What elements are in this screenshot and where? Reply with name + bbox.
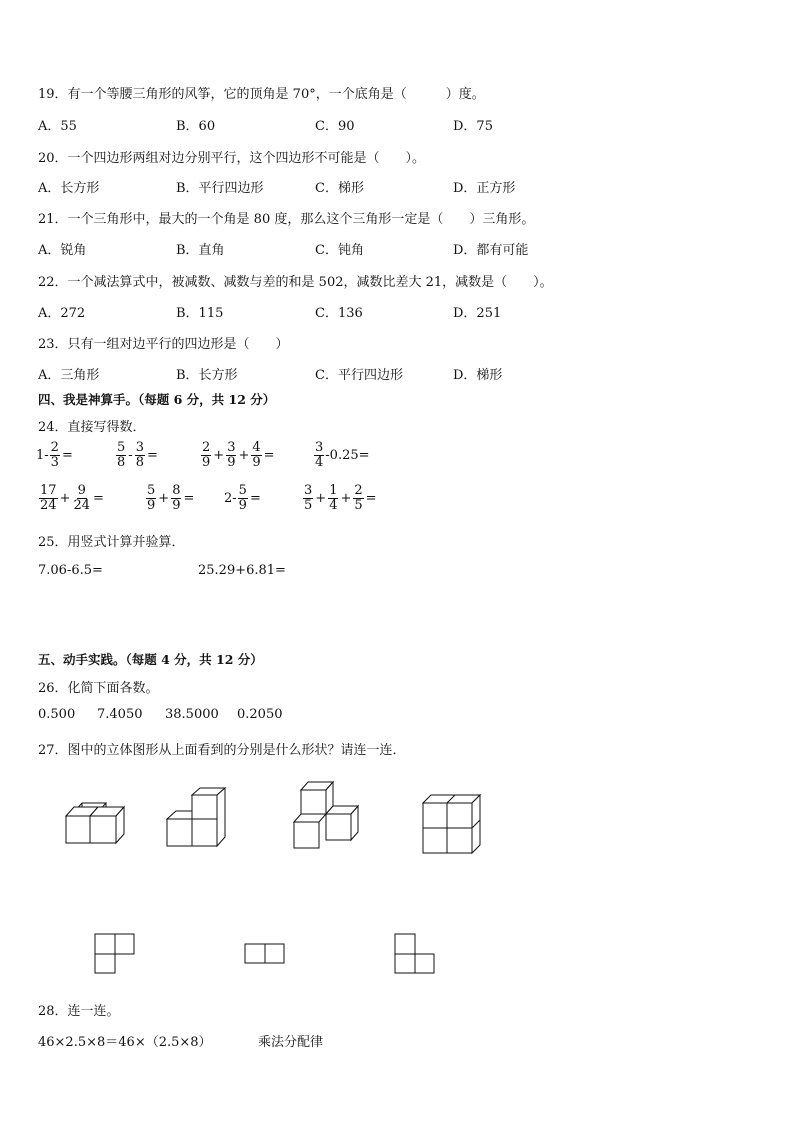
q22-option-d[interactable]: D．251 xyxy=(453,306,502,321)
q25-left-expr: 7.06-6.5= xyxy=(38,563,103,578)
q20-option-d[interactable]: D．正方形 xyxy=(453,181,516,196)
fraction: $\frac{3}{8}$ xyxy=(135,440,144,470)
q21-option-c[interactable]: C．钝角 xyxy=(315,243,364,258)
q26-number-4: 0.2050 xyxy=(237,707,283,722)
question-19: 19．有一个等腰三角形的风筝，它的顶角是 70°，一个底角是（ ）度。 xyxy=(38,87,485,102)
q23-option-a[interactable]: A．三角形 xyxy=(38,368,100,383)
q22-option-c[interactable]: C．136 xyxy=(315,306,363,321)
operator: + xyxy=(158,490,170,506)
q22-option-a[interactable]: A．272 xyxy=(38,306,86,321)
solid-figure-1[interactable] xyxy=(66,803,124,843)
fraction: $\frac{2}{9}$ xyxy=(202,440,211,470)
equals-sign: = xyxy=(146,447,158,463)
fraction: $\frac{9}{24}$ xyxy=(73,483,90,513)
q20-option-b[interactable]: B．平行四边形 xyxy=(176,181,264,196)
fraction: $\frac{2}{5}$ xyxy=(354,483,363,513)
fraction: $\frac{3}{9}$ xyxy=(227,440,236,470)
equals-sign: = xyxy=(365,490,377,506)
fraction: $\frac{5}{9}$ xyxy=(238,483,247,513)
question-21: 21．一个三角形中，最大的一个角是 80 度，那么这个三角形一定是（ ）三角形。 xyxy=(38,212,535,227)
question-22: 22．一个减法算式中，被减数、减数与差的和是 502，减数比差大 21，减数是（ ）。 xyxy=(38,275,553,290)
q19-option-a[interactable]: A．55 xyxy=(38,119,77,134)
operator: + xyxy=(59,490,71,506)
question-20: 20．一个四边形两组对边分别平行，这个四边形不可能是（ ）。 xyxy=(38,151,426,166)
equals-sign: = xyxy=(263,447,275,463)
operator: - xyxy=(128,447,133,463)
fraction: $\frac{8}{9}$ xyxy=(172,483,181,513)
q23-option-c[interactable]: C．平行四边形 xyxy=(315,368,403,383)
section-4-heading: 四、我是神算手。（每题 6 分，共 12 分） xyxy=(38,392,276,407)
question-23: 23．只有一组对边平行的四边形是（ ） xyxy=(38,337,289,352)
question-24: 24．直接写得数． xyxy=(38,420,146,435)
expr-text: 1- xyxy=(36,447,49,463)
q21-option-d[interactable]: D．都有可能 xyxy=(453,243,529,258)
top-view-1[interactable] xyxy=(95,934,134,973)
fraction: $\frac{3}{5}$ xyxy=(304,483,313,513)
fraction: $\frac{4}{9}$ xyxy=(252,440,261,470)
solid-figure-2[interactable] xyxy=(167,788,225,846)
operator: + xyxy=(315,490,327,506)
top-view-2[interactable] xyxy=(245,944,284,963)
fraction: $\frac{1}{4}$ xyxy=(329,483,338,513)
equals-sign: = xyxy=(249,490,261,506)
fraction: $\frac{2}{3}$ xyxy=(50,440,59,470)
q26-number-2: 7.4050 xyxy=(97,707,143,722)
fraction: $\frac{5}{9}$ xyxy=(147,483,156,513)
q22-option-b[interactable]: B．115 xyxy=(176,306,224,321)
expr-text: 2- xyxy=(224,490,237,506)
q23-option-d[interactable]: D．梯形 xyxy=(453,368,503,383)
q26-number-3: 38.5000 xyxy=(165,707,219,722)
question-27: 27．图中的立体图形从上面看到的分别是什么形状？请连一连． xyxy=(38,743,406,758)
equals-sign: = xyxy=(61,447,73,463)
q21-option-b[interactable]: B．直角 xyxy=(176,243,225,258)
q28-right-label[interactable]: 乘法分配律 xyxy=(258,1035,324,1050)
q20-option-a[interactable]: A．长方形 xyxy=(38,181,100,196)
equals-sign: = xyxy=(93,490,104,506)
q26-number-1: 0.500 xyxy=(38,707,76,722)
q19-option-b[interactable]: B．60 xyxy=(176,119,216,134)
question-25: 25．用竖式计算并验算． xyxy=(38,535,185,550)
q25-right-expr: 25.29+6.81= xyxy=(198,563,286,578)
fraction: $\frac{3}{4}$ xyxy=(315,440,324,470)
q19-option-c[interactable]: C．90 xyxy=(315,119,355,134)
solid-figure-4[interactable] xyxy=(423,795,480,853)
question-26: 26．化简下面各数。 xyxy=(38,681,159,696)
q28-left-expr[interactable]: 46×2.5×8＝46×（2.5×8） xyxy=(38,1035,212,1050)
fraction: $\frac{17}{24}$ xyxy=(40,483,57,513)
q21-option-a[interactable]: A．锐角 xyxy=(38,243,87,258)
operator: + xyxy=(213,447,225,463)
fraction: $\frac{5}{8}$ xyxy=(117,440,126,470)
section-5-heading: 五、动手实践。（每题 4 分，共 12 分） xyxy=(38,652,263,667)
operator: + xyxy=(340,490,352,506)
solid-figure-3[interactable] xyxy=(294,782,358,848)
equals-sign: = xyxy=(183,490,195,506)
expr-text: -0.25= xyxy=(325,447,370,463)
q19-option-d[interactable]: D．75 xyxy=(453,119,493,134)
top-view-3[interactable] xyxy=(395,934,434,973)
operator: + xyxy=(238,447,250,463)
q20-option-c[interactable]: C．梯形 xyxy=(315,181,364,196)
q23-option-b[interactable]: B．长方形 xyxy=(176,368,238,383)
question-28: 28．连一连。 xyxy=(38,1004,120,1019)
